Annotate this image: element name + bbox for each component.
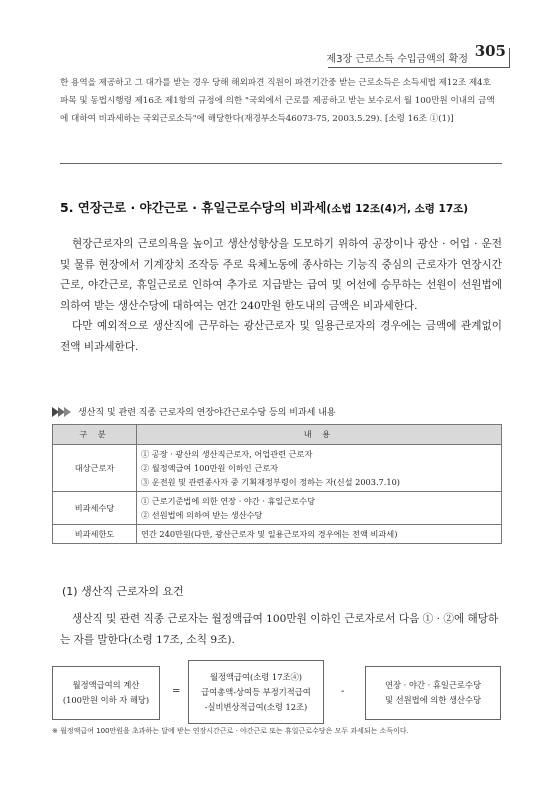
subsection-title: (1) 생산직 근로자의 요건 [62, 585, 184, 598]
divider [60, 163, 502, 164]
formula-box-monthly-wage [52, 666, 160, 720]
section-body [60, 234, 502, 357]
table-row-label: 비과세수당 [53, 492, 137, 525]
page-header [0, 38, 550, 68]
table-row-label: 대상근로자 [53, 445, 137, 492]
table-row-content [137, 492, 502, 525]
intro-paragraph: 한 용역을 제공하고 그 대가를 받는 경우 당해 해외파견 직원이 파견기간중 받는 근로소득은 소득세법 제12조 제4호 파목 및 동법시행령 제16조 제1항의 규정에 의한 "국외에서 근로를 제공하고 받는 보수로서 월 100만원 이내의 금액에 대하여 비과세하는 국외근로소득"에 해당한다(재경부소득46073-75, 2003.5.29). [소령 16조 ①(1)] [60, 78, 495, 124]
page-number: 305 [474, 42, 506, 60]
table-item: ③ 운전원 및 관련종사자 중 기획재정부령이 정하는 자(신설 2003.7.10) [141, 477, 400, 487]
formula-text: 월정액급여의 계산 [72, 680, 140, 690]
header-rule [328, 67, 510, 68]
formula-text: (100만원 이하 자 해당) [62, 695, 150, 705]
table-row [53, 525, 502, 544]
triple-arrow-icon [52, 407, 74, 417]
paragraph-1: 현장근로자의 근로의욕을 높이고 생산성향상을 도모하기 위하여 공장이나 광산 · 어업 · 운전 및 물류 현장에서 기계장치 조작등 주로 육체노동에 종사하는 기능직 중심의 근로자가 연장시간근로, 야간근로, 휴일근로로 인하여 추가로 지급받는 급여 및 어선에 승무하는 선원이 선원법에 의하여 받는 생산수당에 대하여는 연간 240만원 한도내의 금액은 비과세한다. [60, 238, 502, 312]
section-title [60, 198, 500, 216]
subsection-body: 생산직 및 관련 직종 근로자는 월정액급여 100만원 이하인 근로자로서 다음 ① · ②에 해당하는 자를 말한다(소령 17조, 소칙 9조). [60, 613, 499, 646]
table-item: ① 공장 · 광산의 생산직근로자, 어업관련 근로자 [141, 449, 313, 459]
formula-text: 월정액급여(소령 17조④) [209, 671, 303, 682]
formula-text: -실비변상적급여(소령 12조) [204, 701, 308, 712]
equals-sign: = [172, 686, 181, 697]
table-header-row [53, 425, 502, 445]
table-caption [52, 405, 336, 418]
section-title-ref: (소법 12조(4)거, 소령 17조) [326, 203, 469, 215]
footnote: ※ 월정액급여 100만원을 초과하는 달에 받는 연장시간근로 · 야간근로 또는 휴일근로수당은 모두 과세되는 소득이다. [52, 727, 409, 735]
table-item: ② 월정액급여 100만원 이하인 근로자 [141, 463, 279, 473]
info-table [52, 424, 502, 544]
header-rule-tick [509, 48, 510, 68]
table-item: ① 근로기준법에 의한 연장 · 야간 · 휴일근로수당 [141, 496, 315, 506]
table-header-category: 구 분 [53, 425, 137, 445]
formula-box-overtime [365, 666, 501, 720]
table-item: ② 선원법에 의하여 받는 생산수당 [141, 510, 263, 520]
table-row-content [137, 525, 502, 544]
section-title-text: 5. 연장근로 · 야간근로 · 휴일근로수당의 비과세 [60, 200, 327, 215]
formula-text: 연장 · 야간 · 휴일근로수당 [385, 680, 481, 690]
formula-text: 급여총액-상여등 부정기적급여 [201, 686, 311, 697]
table-row-label: 비과세한도 [53, 525, 137, 544]
minus-sign: - [341, 686, 345, 697]
chapter-title: 제3장 근로소득 수입금액의 확정 [326, 54, 468, 65]
paragraph-2: 다만 예외적으로 생산직에 근무하는 광산근로자 및 일용근로자의 경우에는 금액에 관계없이 전액 비과세한다. [60, 320, 502, 353]
table-row-content [137, 445, 502, 492]
table-row [53, 445, 502, 492]
table-caption-text: 생산직 및 관련 직종 근로자의 연장야간근로수당 등의 비과세 내용 [78, 408, 336, 418]
table-header-content: 내 용 [137, 425, 502, 445]
table-row [53, 492, 502, 525]
formula-text: 및 선원법에 의한 생산수당 [384, 695, 482, 705]
table-item: 연간 240만원(다만, 광산근로자 및 일용근로자의 경우에는 전액 비과세) [141, 529, 398, 539]
formula-box-wage-calc [188, 660, 324, 724]
